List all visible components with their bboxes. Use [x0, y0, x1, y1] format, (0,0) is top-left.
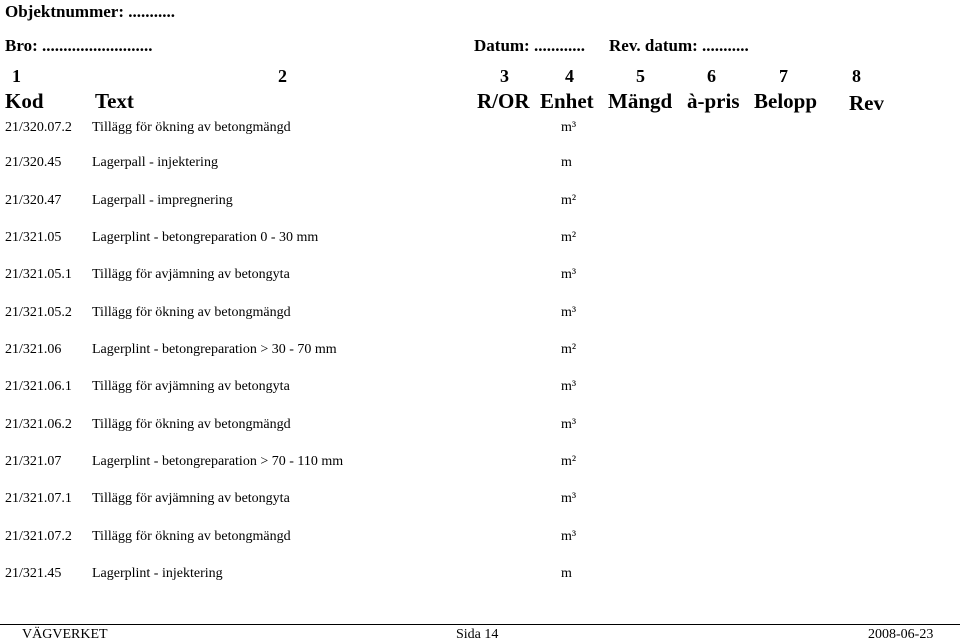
- column-number: 4: [565, 66, 574, 86]
- row-kod: 21/321.06: [5, 342, 62, 357]
- row-enhet: m³: [561, 305, 577, 320]
- table-row: [0, 566, 960, 586]
- column-header-r-or: R/OR: [477, 89, 530, 113]
- row-enhet: m²: [561, 454, 577, 469]
- row-kod: 21/321.07.1: [5, 491, 72, 506]
- datum-label: Datum: ............: [474, 36, 585, 55]
- row-enhet: m³: [561, 120, 577, 135]
- table-row: [0, 120, 960, 140]
- row-enhet: m²: [561, 193, 577, 208]
- table-row: [0, 230, 960, 250]
- row-kod: 21/321.07.2: [5, 529, 72, 544]
- objektnummer-label: Objektnummer: ...........: [5, 2, 175, 21]
- table-row: [0, 454, 960, 474]
- footer-date: 2008-06-23: [868, 627, 934, 642]
- table-row: [0, 529, 960, 549]
- column-header-text: Text: [95, 89, 134, 113]
- table-row: [0, 193, 960, 213]
- row-text: Lagerplint - betongreparation > 70 - 110 mm: [92, 454, 344, 469]
- table-row: [0, 155, 960, 175]
- row-enhet: m³: [561, 379, 577, 394]
- column-number: 8: [852, 66, 861, 86]
- column-number: 3: [500, 66, 509, 86]
- row-kod: 21/320.47: [5, 193, 62, 208]
- table-row: [0, 379, 960, 399]
- row-kod: 21/320.45: [5, 155, 62, 170]
- column-header-a-pris: à-pris: [687, 89, 740, 113]
- column-number: 7: [779, 66, 788, 86]
- row-text: Tillägg för ökning av betongmängd: [92, 120, 291, 135]
- column-header-belopp: Belopp: [754, 89, 818, 113]
- row-kod: 21/321.05.2: [5, 305, 72, 320]
- row-text: Lagerplint - injektering: [92, 566, 223, 581]
- table-row: [0, 267, 960, 287]
- row-text: Lagerpall - impregnering: [92, 193, 233, 208]
- row-text: Tillägg för ökning av betongmängd: [92, 305, 291, 320]
- row-enhet: m²: [561, 342, 577, 357]
- row-enhet: m²: [561, 230, 577, 245]
- row-enhet: m: [561, 155, 572, 170]
- footer-organisation: VÄGVERKET: [22, 627, 108, 642]
- row-kod: 21/321.05.1: [5, 267, 72, 282]
- row-enhet: m³: [561, 491, 577, 506]
- row-text: Tillägg för ökning av betongmängd: [92, 529, 291, 544]
- rev-datum-label: Rev. datum: ...........: [609, 36, 749, 55]
- row-kod: 21/321.45: [5, 566, 62, 581]
- row-text: Lagerplint - betongreparation 0 - 30 mm: [92, 230, 319, 245]
- column-header-enhet: Enhet: [540, 89, 594, 113]
- row-enhet: m³: [561, 529, 577, 544]
- row-text: Lagerplint - betongreparation > 30 - 70 mm: [92, 342, 337, 357]
- column-header-kod: Kod: [5, 89, 44, 113]
- column-number: 1: [12, 66, 21, 86]
- row-kod: 21/321.06.1: [5, 379, 72, 394]
- column-header-mangd: Mängd: [608, 89, 673, 113]
- table-row: [0, 491, 960, 511]
- table-row: [0, 417, 960, 437]
- row-text: Tillägg för avjämning av betongyta: [92, 267, 290, 282]
- table-row: [0, 305, 960, 325]
- table-row: [0, 342, 960, 362]
- bro-label: Bro: ..........................: [5, 36, 153, 55]
- row-text: Tillägg för ökning av betongmängd: [92, 417, 291, 432]
- column-number: 6: [707, 66, 716, 86]
- footer-divider: [0, 624, 960, 625]
- row-kod: 21/321.07: [5, 454, 62, 469]
- column-header-rev: Rev: [849, 91, 884, 115]
- row-text: Tillägg för avjämning av betongyta: [92, 379, 290, 394]
- row-text: Lagerpall - injektering: [92, 155, 218, 170]
- row-kod: 21/321.06.2: [5, 417, 72, 432]
- column-number: 2: [278, 66, 287, 86]
- footer-page-number: Sida 14: [456, 627, 499, 642]
- column-number: 5: [636, 66, 645, 86]
- row-kod: 21/321.05: [5, 230, 62, 245]
- row-enhet: m: [561, 566, 572, 581]
- row-enhet: m³: [561, 417, 577, 432]
- row-enhet: m³: [561, 267, 577, 282]
- row-kod: 21/320.07.2: [5, 120, 72, 135]
- row-text: Tillägg för avjämning av betongyta: [92, 491, 290, 506]
